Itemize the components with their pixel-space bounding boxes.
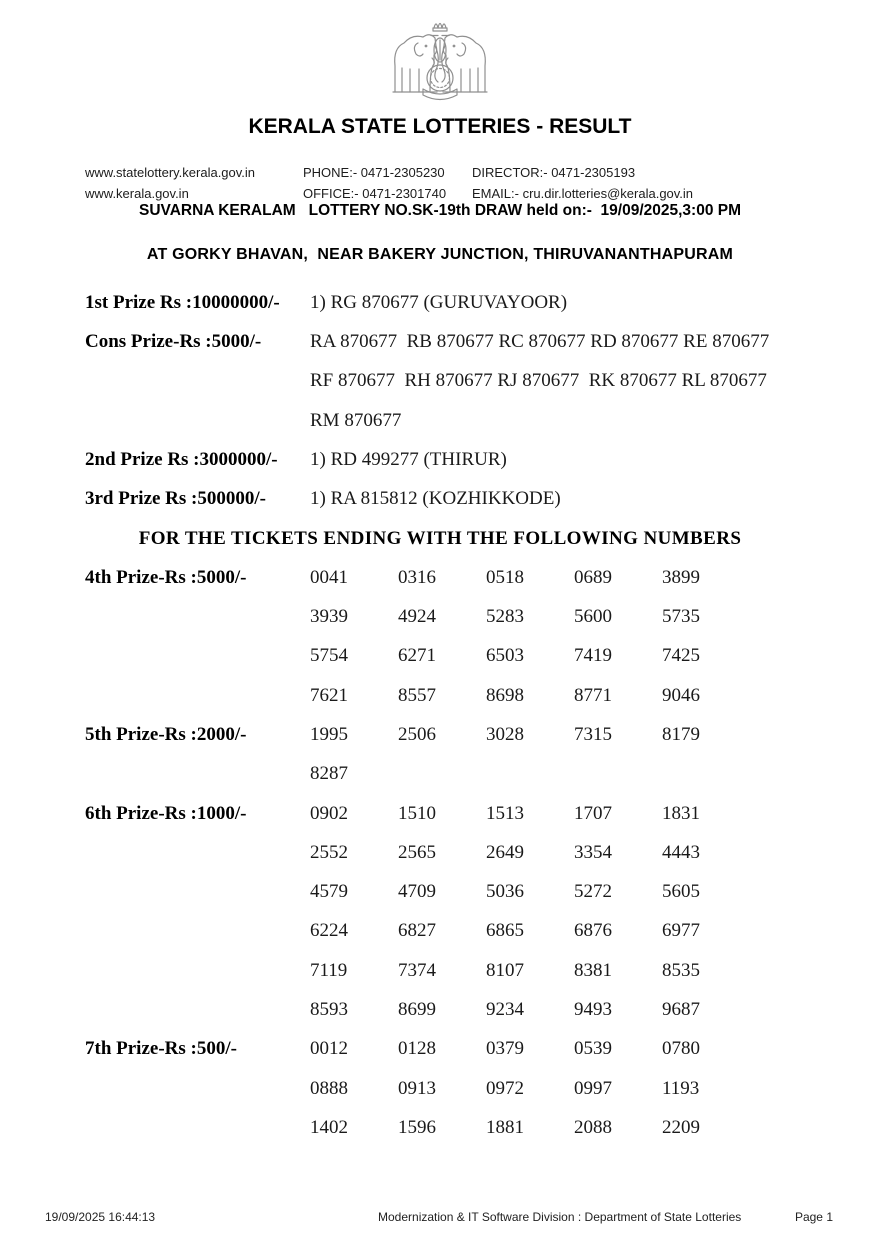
prize-row xyxy=(0,755,880,794)
winning-number: 4443 xyxy=(662,841,700,863)
winning-number: 1596 xyxy=(398,1116,436,1138)
winning-number: 0518 xyxy=(486,566,524,588)
winning-number: 5283 xyxy=(486,606,524,628)
prize-row xyxy=(0,1030,880,1069)
winning-ticket-text: 1) RG 870677 (GURUVAYOOR) xyxy=(310,291,568,313)
winning-number: 6827 xyxy=(398,920,436,942)
ticket-line xyxy=(310,370,880,392)
prize-row xyxy=(0,676,880,715)
office-number: OFFICE:- 0471-2301740 xyxy=(303,186,447,201)
winning-number: 8698 xyxy=(486,684,524,706)
winning-number: 7621 xyxy=(310,684,348,706)
winning-number: 8699 xyxy=(398,998,436,1020)
number-row xyxy=(310,763,880,785)
winning-ticket-text: RM 870677 xyxy=(310,409,402,431)
prize-label: 2nd Prize Rs :3000000/- xyxy=(85,448,278,470)
contact-block xyxy=(85,162,840,204)
ticket-line xyxy=(310,410,880,432)
winning-number: 3354 xyxy=(574,841,612,863)
winning-number: 6271 xyxy=(398,645,436,667)
winning-number: 2552 xyxy=(310,841,348,863)
winning-number: 8593 xyxy=(310,998,348,1020)
winning-number: 0902 xyxy=(310,802,348,824)
winning-number: 0316 xyxy=(398,566,436,588)
winning-number: 8557 xyxy=(398,684,436,706)
kerala-government-emblem-icon xyxy=(390,6,490,106)
winning-number: 1402 xyxy=(310,1116,348,1138)
contact-row xyxy=(85,162,840,183)
winning-ticket-text: RA 870677 RB 870677 RC 870677 RD 870677 RE 870677 xyxy=(310,330,770,352)
winning-number: 2506 xyxy=(398,723,436,745)
winning-number: 1513 xyxy=(486,802,524,824)
winning-number: 0689 xyxy=(574,566,612,588)
prize-row xyxy=(0,912,880,951)
number-row xyxy=(310,1117,880,1139)
prize-row xyxy=(0,637,880,676)
winning-number: 1881 xyxy=(486,1116,524,1138)
prize-row xyxy=(0,1069,880,1108)
prize-row xyxy=(0,715,880,754)
draw-title: SUVARNA KERALAM LOTTERY NO.SK-19th DRAW held on:- 19/09/2025,3:00 PM xyxy=(138,202,741,219)
winning-number: 5036 xyxy=(486,881,524,903)
winning-ticket-text: 1) RD 499277 (THIRUR) xyxy=(310,448,507,470)
winning-number: 7374 xyxy=(398,959,436,981)
number-row xyxy=(310,606,880,628)
winning-number: 0539 xyxy=(574,1038,612,1060)
winning-number: 9687 xyxy=(662,998,700,1020)
winning-number: 8381 xyxy=(574,959,612,981)
number-row xyxy=(310,724,880,746)
winning-number: 6503 xyxy=(486,645,524,667)
prize-row xyxy=(0,833,880,872)
email-address: EMAIL:- cru.dir.lotteries@kerala.gov.in xyxy=(472,186,694,201)
winning-ticket-text: RF 870677 RH 870677 RJ 870677 RK 870677 RL 870677 xyxy=(310,370,767,392)
website-link: www.kerala.gov.in xyxy=(85,186,189,201)
winning-number: 0888 xyxy=(310,1077,348,1099)
prize-row xyxy=(0,990,880,1029)
winning-ticket-text: 1) RA 815812 (KOZHIKKODE) xyxy=(310,488,561,510)
winning-number: 2088 xyxy=(574,1116,612,1138)
winning-number: 7425 xyxy=(662,645,700,667)
number-row xyxy=(310,1038,880,1060)
prize-row xyxy=(0,1108,880,1147)
winning-number: 4709 xyxy=(398,881,436,903)
winning-number: 3899 xyxy=(662,566,700,588)
winning-number: 1707 xyxy=(574,802,612,824)
prize-row xyxy=(0,794,880,833)
number-row xyxy=(310,842,880,864)
prize-label: 4th Prize-Rs :5000/- xyxy=(85,566,247,588)
winning-number: 3028 xyxy=(486,723,524,745)
phone-number: PHONE:- 0471-2305230 xyxy=(303,165,445,180)
website-link: www.statelottery.kerala.gov.in xyxy=(85,165,256,180)
winning-number: 4924 xyxy=(398,606,436,628)
prize-row xyxy=(0,401,880,440)
page-title: KERALA STATE LOTTERIES - RESULT xyxy=(248,115,632,138)
footer-division: Modernization & IT Software Division : Department of State Lotteries xyxy=(378,1210,742,1224)
winning-number: 0128 xyxy=(398,1038,436,1060)
prize-label: Cons Prize-Rs :5000/- xyxy=(85,330,262,352)
winning-number: 1995 xyxy=(310,723,348,745)
ending-prizes xyxy=(0,558,880,1147)
winning-number: 8771 xyxy=(574,684,612,706)
winning-number: 6224 xyxy=(310,920,348,942)
prize-label: 7th Prize-Rs :500/- xyxy=(85,1038,237,1060)
winning-number: 6876 xyxy=(574,920,612,942)
winning-number: 8287 xyxy=(310,763,348,785)
winning-number: 2209 xyxy=(662,1116,700,1138)
prize-label: 1st Prize Rs :10000000/- xyxy=(85,291,280,313)
winning-number: 7119 xyxy=(310,959,348,981)
winning-number: 1193 xyxy=(662,1077,700,1099)
number-row xyxy=(310,999,880,1021)
winning-number: 9234 xyxy=(486,998,524,1020)
winning-number: 8179 xyxy=(662,723,700,745)
footer-page-number: Page 1 xyxy=(794,1210,833,1224)
winning-number: 9046 xyxy=(662,684,700,706)
winning-number: 9493 xyxy=(574,998,612,1020)
winning-number: 1510 xyxy=(398,802,436,824)
winning-number: 7419 xyxy=(574,645,612,667)
winning-number: 0780 xyxy=(662,1038,700,1060)
winning-number: 5272 xyxy=(574,881,612,903)
number-row xyxy=(310,567,880,589)
number-row xyxy=(310,645,880,667)
winning-number: 8107 xyxy=(486,959,524,981)
number-row xyxy=(310,881,880,903)
winning-number: 0972 xyxy=(486,1077,524,1099)
prize-results xyxy=(0,283,880,1148)
prize-row xyxy=(0,479,880,518)
footer-timestamp: 19/09/2025 16:44:13 xyxy=(45,1210,156,1224)
contact-row xyxy=(85,183,840,204)
winning-number: 5735 xyxy=(662,606,700,628)
number-row xyxy=(310,685,880,707)
prize-row xyxy=(0,440,880,479)
number-row xyxy=(310,803,880,825)
number-row xyxy=(310,1078,880,1100)
ticket-line xyxy=(310,292,880,314)
ticket-line xyxy=(310,488,880,510)
prize-row xyxy=(0,362,880,401)
winning-number: 3939 xyxy=(310,606,348,628)
ticket-line xyxy=(310,449,880,471)
prize-row xyxy=(0,283,880,322)
winning-number: 8535 xyxy=(662,959,700,981)
winning-number: 6865 xyxy=(486,920,524,942)
winning-number: 5600 xyxy=(574,606,612,628)
prize-row xyxy=(0,597,880,636)
prize-row xyxy=(0,322,880,361)
prize-label: 5th Prize-Rs :2000/- xyxy=(85,723,247,745)
winning-number: 7315 xyxy=(574,723,612,745)
director-number: DIRECTOR:- 0471-2305193 xyxy=(472,165,636,180)
prize-row xyxy=(0,872,880,911)
winning-number: 5605 xyxy=(662,881,700,903)
prize-row xyxy=(0,558,880,597)
winning-number: 6977 xyxy=(662,920,700,942)
winning-number: 4579 xyxy=(310,881,348,903)
draw-venue: AT GORKY BHAVAN, NEAR BAKERY JUNCTION, THIRUVANANTHAPURAM xyxy=(146,246,734,263)
prize-label: 3rd Prize Rs :500000/- xyxy=(85,488,266,510)
winning-number: 0379 xyxy=(486,1038,524,1060)
winning-number: 5754 xyxy=(310,645,348,667)
winning-number: 0012 xyxy=(310,1038,348,1060)
number-row xyxy=(310,920,880,942)
winning-number: 0041 xyxy=(310,566,348,588)
winning-number: 1831 xyxy=(662,802,700,824)
section-heading: FOR THE TICKETS ENDING WITH THE FOLLOWING NUMBERS xyxy=(138,527,742,549)
number-row xyxy=(310,960,880,982)
winning-number: 2649 xyxy=(486,841,524,863)
winning-number: 2565 xyxy=(398,841,436,863)
ticket-line xyxy=(310,331,880,353)
prize-label: 6th Prize-Rs :1000/- xyxy=(85,802,247,824)
winning-number: 0913 xyxy=(398,1077,436,1099)
top-prizes xyxy=(0,283,880,519)
winning-number: 0997 xyxy=(574,1077,612,1099)
prize-row xyxy=(0,951,880,990)
